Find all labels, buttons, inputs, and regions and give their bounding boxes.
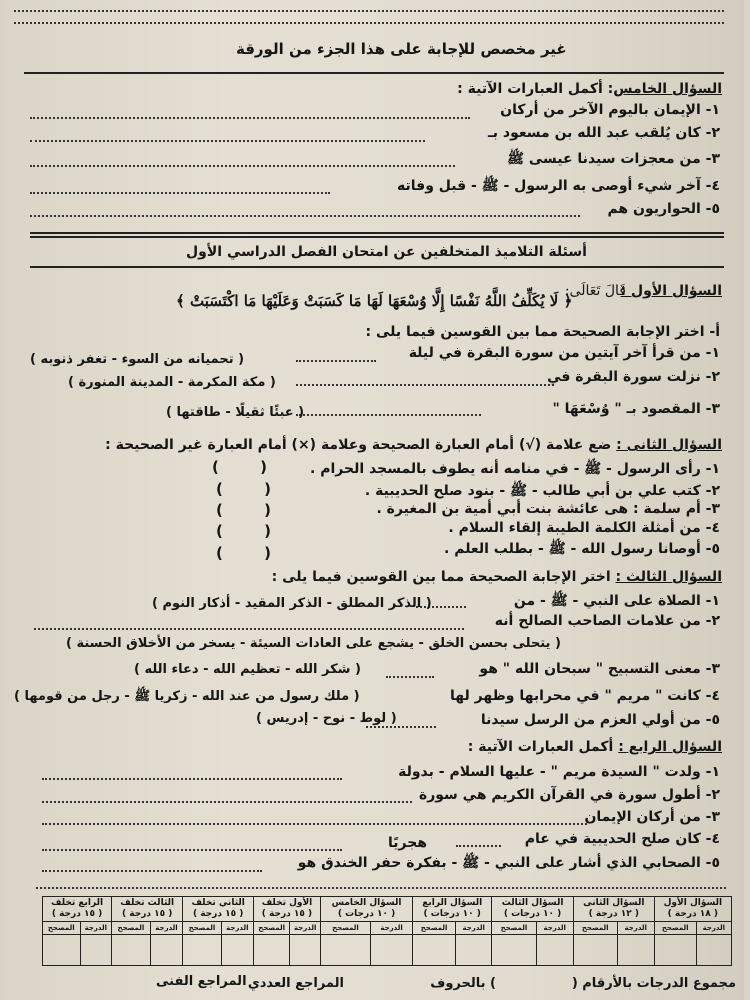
answer-line xyxy=(42,801,412,803)
q2-answer-box-1[interactable]: ( ) xyxy=(212,458,285,476)
grades-table xyxy=(42,896,732,966)
section-rule xyxy=(30,236,724,238)
grade-cell[interactable] xyxy=(536,935,573,966)
q3-item-2: ٢- من علامات الصاحب الصالح أنه xyxy=(494,613,720,629)
total-words-label: ) بالحروف xyxy=(430,976,496,991)
q5-item-4: ٤- آخر شيء أوصى به الرسول - ﷺ - قبل وفاته xyxy=(397,178,720,194)
answer-line xyxy=(34,628,464,630)
answer-line xyxy=(30,215,580,217)
q3-instruction: اختر الإجابة الصحيحة مما بين القوسين فيما يلى : xyxy=(271,569,611,585)
q2-item-4: ٤- من أمثلة الكلمة الطيبة إلقاء السلام . xyxy=(448,520,720,536)
grade-cell[interactable] xyxy=(253,935,289,966)
grade-separator xyxy=(36,887,726,889)
grade-cell[interactable] xyxy=(221,935,253,966)
grade-cell[interactable] xyxy=(43,935,81,966)
q5-item-1: ١- الإيمان باليوم الآخر من أركان xyxy=(500,102,720,118)
grade-col-head: الرابع تخلف ( ١٥ درجة ) xyxy=(43,897,112,922)
q1-item-2: ٢- نزلت سورة البقرة في xyxy=(547,369,720,385)
grade-cell[interactable] xyxy=(573,935,617,966)
q1-instruction: أ- اختر الإجابة الصحيحة مما بين القوسين فيما يلى : xyxy=(365,324,720,340)
q5-item-5: ٥- الحواريون هم xyxy=(607,201,720,217)
grade-col-head: السؤال الخامس ( ١٠ درجات ) xyxy=(321,897,413,922)
answer-line xyxy=(366,726,436,728)
q2-instruction: ضع علامة (√) أمام العبارة الصحيحة وعلامة (×) أمام العبارة غير الصحيحة : xyxy=(105,437,612,453)
q1-verse: ﴿ لَا يُكَلِّفُ اللَّهُ نَفْسًا إِلَّا وُسْعَهَا لَهَا مَا كَسَبَتْ وَعَلَيْهَا مَا اكْتَسَبَتْ ﴾ xyxy=(176,292,573,310)
grade-cell[interactable] xyxy=(80,935,112,966)
q1-item-1: ١- من قرأ آخر آيتين من سورة البقرة في ليلة xyxy=(408,345,720,361)
grade-cell[interactable] xyxy=(696,935,731,966)
answer-line xyxy=(42,778,342,780)
header-rule xyxy=(24,72,724,74)
q2-item-5: ٥- أوصانا رسول الله - ﷺ - بطلب العلم . xyxy=(444,541,720,557)
q2-item-1: ١- رأى الرسول - ﷺ - في منامه أنه يطوف بالمسجد الحرام . xyxy=(310,461,720,477)
answer-line xyxy=(30,192,330,194)
grade-cell[interactable] xyxy=(370,935,412,966)
q4-item-2: ٢- أطول سورة في القرآن الكريم هي سورة xyxy=(418,787,720,803)
grade-cell[interactable] xyxy=(654,935,696,966)
grade-cell[interactable] xyxy=(183,935,221,966)
q4-hijri: هجريًا xyxy=(388,835,428,851)
grades-subheader-row: الدرجة المصحح الدرجة المصحح الدرجة المصحح الدرجة المصحح الدرجة المصحح الدرجة المصحح الدرجة المصحح الدرجة المصحح الدرجة المصحح xyxy=(43,922,732,935)
grade-cell[interactable] xyxy=(321,935,371,966)
q5-item-2: ٢- كان يُلقب عبد الله بن مسعود بـ xyxy=(488,125,720,141)
answer-line xyxy=(30,140,425,142)
q4-block xyxy=(468,738,722,756)
grade-col-head: الثاني تخلف ( ١٥ درجة ) xyxy=(183,897,254,922)
q4-item-1: ١- ولدت " السيدة مريم " - عليها السلام - بدولة xyxy=(398,764,720,780)
q4-instruction: أكمل العبارات الآتية : xyxy=(467,739,614,755)
grade-cell[interactable] xyxy=(617,935,654,966)
q1-title: السؤال الأول : xyxy=(620,283,722,299)
answer-line xyxy=(42,823,587,825)
q2-item-3: ٣- أم سلمة : هى عائشة بنت أبي أمية بن المغيرة . xyxy=(376,501,720,517)
q3-choices-2: ( يتحلى بحسن الخلق - يشجع على العادات السيئة - يسخر من الأخلاق الحسنة ) xyxy=(66,636,561,651)
total-digits-label: مجموع الدرجات بالأرقام ( xyxy=(571,976,736,991)
answer-line xyxy=(42,870,262,872)
answer-line xyxy=(30,165,455,167)
q1-item-3: ٣- المقصود بـ " وُسْعَهَا " xyxy=(552,401,720,417)
q1-choices-3: ( عبئًا ثقيلًا - طاقتها ) xyxy=(166,405,305,420)
q3-choices-5: ( لوط - نوح - إدريس ) xyxy=(256,711,397,726)
q1-verse-intro: قَالَ تَعَالَى: xyxy=(564,283,626,299)
q5-instruction: : أكمل العبارات الآتية : xyxy=(457,81,614,97)
q5-title: السؤال الخامس xyxy=(613,81,722,97)
q5-item-3: ٣- من معجزات سيدنا عيسى ﷺ xyxy=(507,151,720,167)
grade-col-head: السؤال الثانى ( ١٢ درجة ) xyxy=(573,897,654,922)
q3-item-3: ٣- معنى التسبيح " سبحان الله " هو xyxy=(479,661,720,677)
grade-cell[interactable] xyxy=(413,935,456,966)
grade-col-head: السؤال الثالث ( ١٠ درجات ) xyxy=(492,897,573,922)
q3-item-5: ٥- من أولي العزم من الرسل سيدنا xyxy=(480,712,720,728)
q2-answer-box-2[interactable]: ( ) xyxy=(216,480,289,498)
grade-col-head: السؤال الرابع ( ١٠ درجات ) xyxy=(413,897,492,922)
q3-choices-1: ( الذكر المطلق - الذكر المقيد - أذكار النوم ) xyxy=(152,596,432,611)
grade-cell[interactable] xyxy=(290,935,321,966)
section-title: أسئلة التلاميذ المتخلفين عن امتحان الفصل الدراسي الأول xyxy=(186,244,587,260)
grade-cell[interactable] xyxy=(150,935,183,966)
grade-col-head: الأول تخلف ( ١٥ درجة ) xyxy=(253,897,320,922)
q4-item-5: ٥- الصحابي الذي أشار على النبي - ﷺ - بفكرة حفر الخندق هو xyxy=(297,855,720,871)
q2-answer-box-5[interactable]: ( ) xyxy=(216,544,289,562)
top-dotted-line xyxy=(14,22,724,24)
q2-block xyxy=(105,436,722,454)
grade-cell[interactable] xyxy=(112,935,151,966)
q4-title: السؤال الرابع : xyxy=(618,739,722,755)
q1-choices-2: ( مكة المكرمة - المدينة المنورة ) xyxy=(68,375,276,390)
q3-block xyxy=(272,568,722,586)
answer-line xyxy=(456,845,501,847)
grades-header-row xyxy=(43,897,732,922)
auditor-label: المراجع العددي xyxy=(247,976,344,991)
q2-answer-box-4[interactable]: ( ) xyxy=(216,522,289,540)
section-rule xyxy=(30,232,724,234)
technical-label: المراجع الفنى xyxy=(156,974,247,989)
q3-title: السؤال الثالث : xyxy=(615,569,722,585)
answer-line xyxy=(30,117,470,119)
header-notice: غير مخصص للإجابة على هذا الجزء من الورقة xyxy=(236,40,567,58)
grades-entry-row xyxy=(43,935,732,966)
q5-block xyxy=(457,80,722,98)
q3-choices-3: ( شكر الله - تعظيم الله - دعاء الله ) xyxy=(134,662,361,677)
q3-item-1: ١- الصلاة على النبي - ﷺ - من xyxy=(513,593,720,609)
grade-cell[interactable] xyxy=(456,935,492,966)
q2-title: السؤال الثانى : xyxy=(616,437,722,453)
answer-line xyxy=(42,849,342,851)
grade-col-head: السؤال الأول ( ١٨ درجة ) xyxy=(654,897,731,922)
answer-line xyxy=(296,384,554,386)
q2-item-2: ٢- كتب علي بن أبي طالب - ﷺ - بنود صلح الحديبية . xyxy=(364,483,720,499)
answer-line xyxy=(296,414,481,416)
section-rule xyxy=(30,266,724,268)
q2-answer-box-3[interactable]: ( ) xyxy=(216,501,289,519)
q3-item-4: ٤- كانت " مريم " في محرابها وظهر لها xyxy=(450,688,720,704)
q3-choices-4: ( ملك رسول من عند الله - زكريا ﷺ - رجل من قومها ) xyxy=(14,689,360,704)
exam-paper xyxy=(6,0,744,1000)
q4-item-3: ٣- من أركان الإيمان xyxy=(584,809,720,825)
grade-cell[interactable] xyxy=(492,935,536,966)
answer-line xyxy=(386,676,434,678)
grade-col-head: الثالث تخلف ( ١٥ درجة ) xyxy=(112,897,183,922)
top-dotted-line xyxy=(14,10,724,12)
q4-item-4: ٤- كان صلح الحديبية في عام xyxy=(524,831,720,847)
answer-line xyxy=(296,360,376,362)
q1-choices-1: ( تحميانه من السوء - تغفر ذنوبه ) xyxy=(30,352,245,367)
